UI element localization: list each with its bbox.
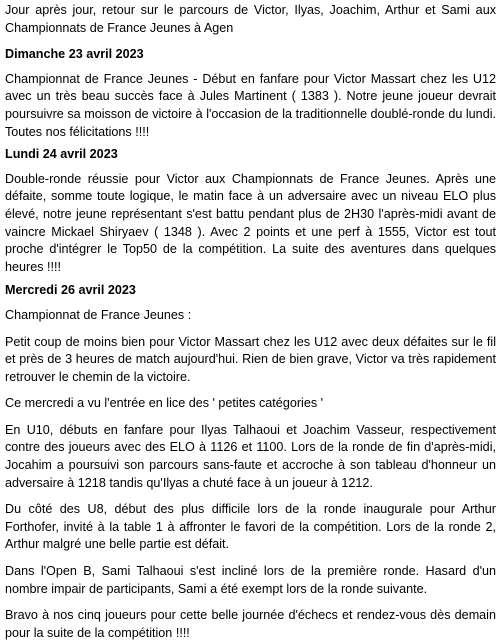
section-heading-sunday: Dimanche 23 avril 2023 — [5, 47, 144, 62]
paragraph-wednesday-title: Championnat de France Jeunes : — [5, 307, 192, 322]
paragraph-wednesday-categories: Ce mercredi a vu l'entrée en lice des ' petites catégories ' — [5, 396, 324, 411]
paragraph-monday: Double-ronde réussie pour Victor aux Championnats de France Jeunes. Après une défaite, somme toute logique, le matin face à un adversaire avec un niveau ELO plus élevé, notre jeune représentant s'est battu pendant plus de 2H30 l'après-midi avant de vaincre Mickael Shiryaev ( 1348 ). Avec 2 points et une perf à 1555, Victor est tout proche d'intégrer le Top50 de la compétition. La suite des aventures dans quelques heures !!!! — [5, 171, 496, 274]
paragraph-wednesday-open-b: Dans l'Open B, Sami Talhaoui s'est incliné lors de la première ronde. Hasard d'un nombre impair de participants, Sami a été exempt lors de la ronde suivante. — [5, 564, 496, 596]
paragraph-wednesday-u8: Du côté des U8, début des plus difficile lors de la ronde inaugurale pour Arthur Forthofer, invité à la table 1 à affronter le favori de la compétition. Lors de la ronde 2, Arthur malgré une belle partie est défait. — [5, 502, 496, 552]
paragraph-wednesday-u10: En U10, débuts en fanfare pour Ilyas Talhaoui et Joachim Vasseur, respectivement contre des joueurs avec des ELO à 1126 et 1100. Lors de la ronde de fin d'après-midi, Jocahim a poursuivi son parcours sans-faute et accroche à son tableau d'honneur un adversaire à 1218 tandis qu'Ilyas a chuté face à un joueur à 1212. — [5, 422, 496, 490]
paragraph-wednesday-victor: Petit coup de moins bien pour Victor Massart chez les U12 avec deux défaites sur le fil et près de 3 heures de match aujourd'hui. Rien de bien grave, Victor va très rapidement retrouver le chemin de la victoire. — [5, 334, 496, 384]
section-heading-monday: Lundi 24 avril 2023 — [5, 147, 118, 162]
intro-paragraph: Jour après jour, retour sur le parcours de Victor, Ilyas, Joachim, Arthur et Sami aux Championnats de France Jeunes à Agen — [5, 3, 496, 35]
section-heading-wednesday: Mercredi 26 avril 2023 — [5, 283, 136, 298]
paragraph-wednesday-closing: Bravo à nos cinq joueurs pour cette belle journée d'échecs et rendez-vous dès demain pour la suite de la compétition !!!! — [5, 608, 496, 640]
paragraph-sunday: Championnat de France Jeunes - Début en fanfare pour Victor Massart chez les U12 avec un très beau succès face à Jules Martinent ( 1383 ). Notre jeune joueur devrait poursuivre sa moisson de victoire à l'occasion de la traditionnelle doublé-ronde du lundi. Toutes nos félicitations !!!! — [5, 71, 496, 139]
